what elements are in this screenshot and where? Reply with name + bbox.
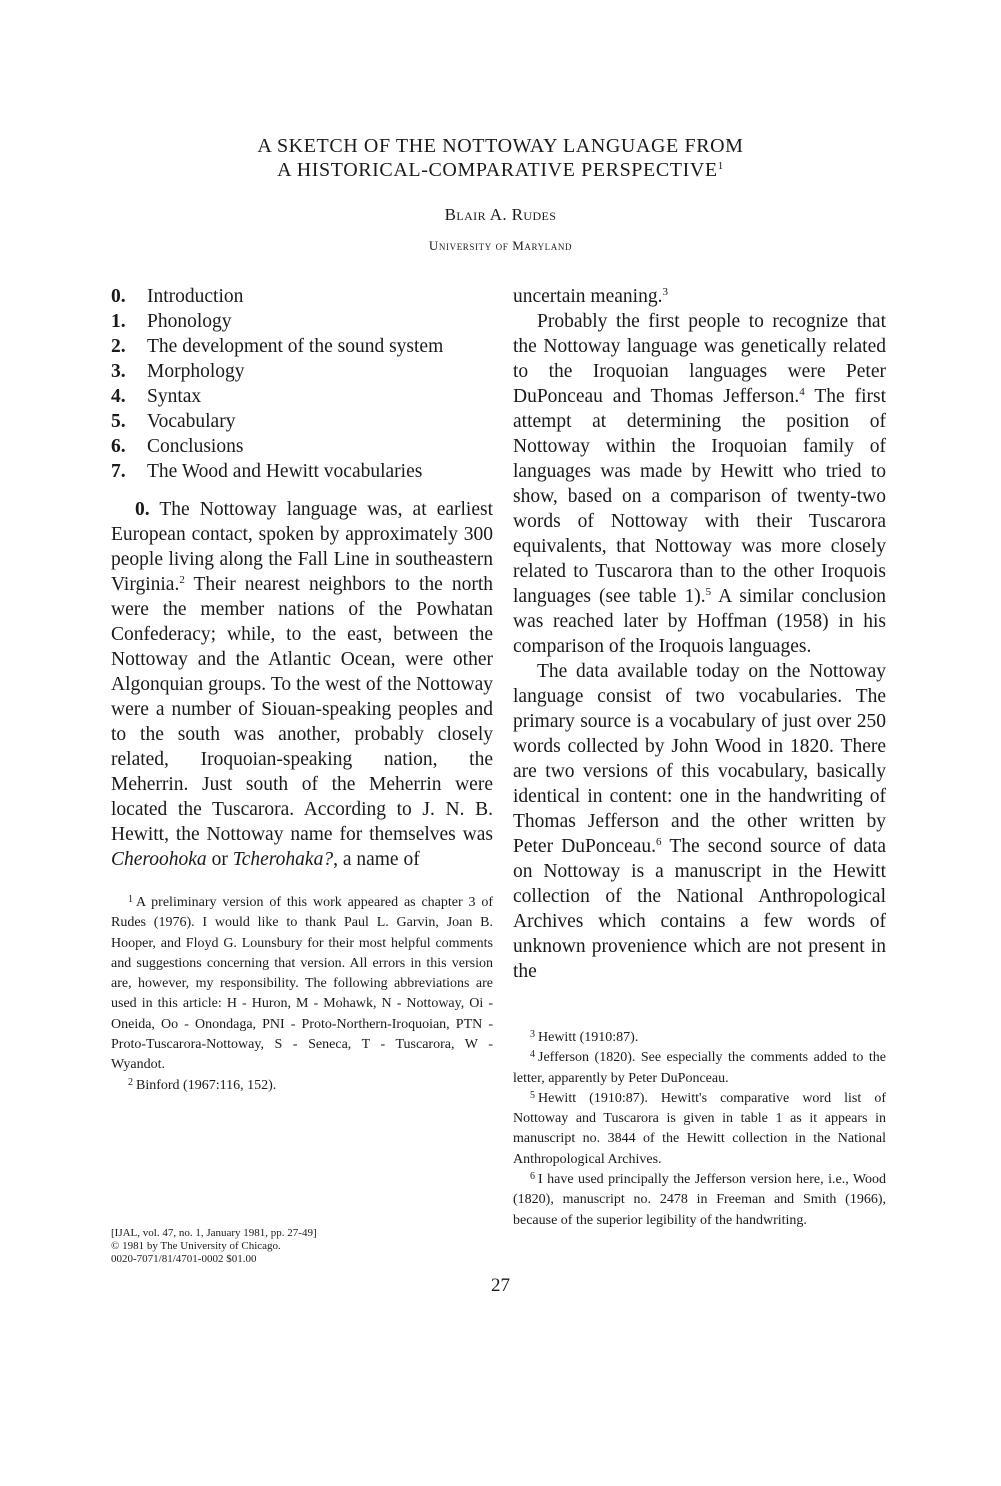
footnote-mark: 4 (530, 1049, 535, 1061)
footnote-text: I have used principally the Jefferson version here, i.e., Wood (1820), manuscript no. 2478 in Freeman and Smith (1966), because of the superior legibility of the handwriting. (513, 1172, 886, 1228)
toc-label: The development of the sound system (147, 336, 444, 357)
title-line-2-text: A HISTORICAL-COMPARATIVE PERSPECTIVE (277, 159, 718, 181)
footnote (513, 1048, 886, 1089)
footnote-ref-4: 4 (799, 386, 805, 398)
toc-label: The Wood and Hewitt vocabularies (147, 461, 423, 482)
footnotes-right (513, 1028, 886, 1231)
footnote (513, 1170, 886, 1231)
intro-text-c: , a name of (333, 849, 420, 870)
footnote-mark: 3 (530, 1029, 535, 1040)
toc-label: Morphology (147, 361, 245, 382)
toc-label: Introduction (147, 286, 244, 307)
toc-number: 0. (111, 286, 126, 307)
p2-text-c: A similar conclusion was reached later by Hoffman (1958) in his comparison of the Iroquois languages. (513, 586, 886, 657)
footnote (111, 893, 493, 1076)
footnotes-left (111, 893, 493, 1096)
footnote-ref-5: 5 (705, 586, 712, 598)
footnote-text: Hewitt (1910:87). Hewitt's comparative word list of Nottoway and Tuscarora is given in table 1 as it appears in manuscript no. 3844 of the Hewitt collection in the National Anthropological Archives. (513, 1090, 886, 1167)
toc-number: 6. (111, 436, 126, 457)
footnote-ref-6: 6 (656, 836, 662, 848)
footnote-text: Binford (1967:116, 152). (136, 1077, 277, 1093)
footnote (111, 1076, 493, 1096)
page-number: 27 (491, 1275, 510, 1296)
toc-number: 5. (111, 411, 126, 432)
toc-number: 1. (111, 311, 126, 332)
native-name-2: Tcherohaka? (232, 849, 334, 870)
footnote-mark: 5 (530, 1089, 535, 1101)
citation-line-1: [IJAL, vol. 47, no. 1, January 1981, pp. 27-49] (111, 1227, 317, 1239)
p3-text-a: The data available today on the Nottoway language consist of two vocabularies. The primary source is a vocabulary of just over 250 words collected by John Wood in 1820. There are two versions of this vocabulary, basically identical in content: one in the handwriting of Thomas Jefferson and the other written by Peter DuPonceau. (513, 661, 886, 857)
continued-paragraph (513, 284, 886, 309)
intro-or: or (211, 849, 228, 870)
table-of-contents (111, 284, 493, 484)
spacer (111, 872, 493, 893)
toc-item (111, 334, 493, 359)
author-affiliation: University of Maryland (428, 238, 573, 253)
section-number: 0. (135, 499, 150, 520)
title-line-2 (0, 158, 1001, 182)
intro-text-a: The Nottoway language was, at earliest European contact, spoken by approximately 300 people living along the Fall Line in southeastern Virginia. (111, 499, 493, 595)
footnote-ref-3: 3 (662, 286, 668, 298)
intro-paragraph (111, 497, 493, 872)
intro-text-b: Their nearest neighbors to the north were the member nations of the Powhatan Confederacy; while, to the east, between the Nottoway and the Atlantic Ocean, were other Algonquian groups. To the west of the Nottoway were a number of Siouan-speaking peoples and to the south was another, probably closely related, Iroquoian-speaking nation, the Meherrin. Just south of the Meherrin were located the Tuscarora. According to J. N. B. Hewitt, the Nottoway name for themselves was (111, 574, 493, 845)
right-column (513, 284, 886, 1231)
left-column (111, 284, 493, 1096)
toc-label: Phonology (147, 311, 232, 332)
citation-line-2: © 1981 by The University of Chicago. (111, 1240, 281, 1252)
footnote-text: A preliminary version of this work appeared as chapter 3 of Rudes (1976). I would like to thank Paul L. Garvin, Joan B. Hooper, and Floyd G. Lounsbury for their most helpful comments and suggestions concerning that version. All errors in this version are, however, my responsibility. The following abbreviations are used in this article: H - Huron, M - Mohawk, N - Nottoway, Oi - Oneida, Oo - Onondaga, PNI - Proto-Northern-Iroquoian, PTN - Proto-Tuscarora-Nottoway, S - Seneca, T - Tuscarora, W - Wyandot. (111, 895, 493, 1073)
footnote-mark: 1 (128, 894, 133, 905)
toc-item (111, 359, 493, 384)
footnote (513, 1089, 886, 1170)
footnote-text: Hewitt (1910:87). (538, 1030, 639, 1045)
spacer (513, 984, 886, 1028)
title-footnote-mark: 1 (717, 160, 724, 172)
footnote-text: Jefferson (1820). See especially the comments added to the letter, apparently by Peter DuPonceau. (513, 1050, 886, 1086)
toc-number: 2. (111, 336, 126, 357)
toc-label: Syntax (147, 386, 202, 407)
toc-label: Vocabulary (147, 411, 236, 432)
footnote-mark: 2 (128, 1076, 133, 1088)
toc-item (111, 384, 493, 409)
p2-text-b: The first attempt at determining the position of Nottoway within the Iroquoian family of languages was made by Hewitt who tried to show, based on a comparison of twenty-two words of Nottoway with their Tuscarora equivalents, that Nottoway was more closely related to Tuscarora than to the other Iroquois languages (see table 1). (513, 386, 886, 607)
paragraph-2 (513, 309, 886, 659)
toc-label: Conclusions (147, 436, 244, 457)
toc-item (111, 309, 493, 334)
footnote (513, 1028, 886, 1048)
footnote-ref-2: 2 (179, 574, 185, 586)
toc-number: 7. (111, 461, 126, 482)
title-line-1: A SKETCH OF THE NOTTOWAY LANGUAGE FROM (257, 135, 744, 157)
paragraph-3 (513, 659, 886, 984)
toc-item (111, 459, 493, 484)
native-name-1: Cheroohoka (111, 849, 207, 870)
toc-number: 4. (111, 386, 126, 407)
toc-item (111, 284, 493, 309)
author-name: Blair A. Rudes (444, 205, 557, 224)
footnote-mark: 6 (530, 1171, 535, 1183)
citation-line-3: 0020-7071/81/4701-0002 $01.00 (111, 1253, 257, 1265)
toc-number: 3. (111, 361, 126, 382)
journal-citation (111, 1227, 317, 1266)
toc-item (111, 434, 493, 459)
spacer (111, 484, 493, 497)
p2-text-a: Probably the first people to recognize that the Nottoway language was genetically related to the Iroquoian languages were Peter DuPonceau and Thomas Jefferson. (513, 311, 886, 407)
article-title (0, 134, 1001, 182)
toc-item (111, 409, 493, 434)
continued-text: uncertain meaning. (513, 286, 663, 307)
p3-text-b: The second source of data on Nottoway is a manuscript in the Hewitt collection of the National Anthropological Archives which contains a few words of unknown provenience which are not present in the (513, 836, 886, 982)
